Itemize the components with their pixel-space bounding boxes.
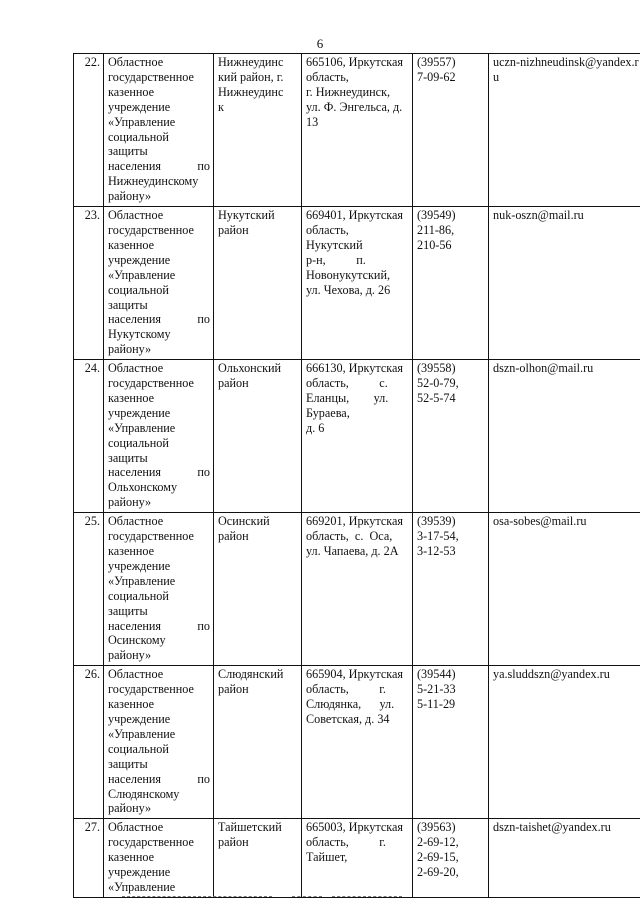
organization-name-line: Областное (108, 667, 164, 682)
phone-line: 7-09-62 (417, 69, 456, 84)
address-line: область, с. (306, 376, 388, 391)
organization-name (104, 819, 214, 898)
address-line: область, (306, 222, 349, 237)
address-line: область, с. Оса, (306, 529, 393, 544)
organization-name-word: по (197, 312, 210, 327)
organization-name-line: «Управление (108, 420, 176, 435)
organization-name-line: Областное (108, 55, 164, 69)
row-number: 26. (74, 666, 104, 819)
organization-name-word: по (197, 771, 210, 786)
email-text: osa-sobes@mail.ru (493, 514, 587, 529)
email-text: dszn-taishet@yandex.ru (493, 820, 611, 835)
district-line: к (218, 99, 224, 114)
organization-name-line: защиты (108, 450, 148, 465)
address-line: область, (306, 69, 349, 84)
district (214, 666, 302, 819)
address-line: ул. Чапаева, д. 2А (306, 544, 399, 558)
table-row (74, 666, 640, 819)
address (302, 819, 413, 898)
organization-name-line: «Управление (108, 573, 176, 588)
organization-name-word: по (197, 465, 210, 480)
organization-name-word: населения (108, 312, 162, 327)
organization-name-line: Областное (108, 361, 164, 376)
phone-line: 5-11-29 (417, 697, 456, 712)
district-line: Нижнеудинс (218, 55, 284, 69)
district-line: район (218, 835, 249, 850)
address (302, 513, 413, 666)
district-line: район (218, 529, 249, 544)
address-line: Еланцы, ул. (306, 390, 389, 405)
district-line: район (218, 682, 249, 697)
phone-line: 52-0-79, (417, 376, 459, 391)
district-line: район (218, 376, 249, 391)
page-number: 6 (316, 36, 324, 51)
row-number: 23. (74, 207, 104, 360)
address-line: 665106, Иркутская (306, 55, 404, 69)
organization-name-line: государственное (108, 835, 194, 850)
organization-name-line: Нукутскому (108, 327, 171, 342)
organization-name-line: учреждение (108, 558, 171, 573)
organization-name-line: району» (108, 495, 152, 510)
phone-line: (39549) (417, 208, 456, 223)
footer-rule (332, 896, 402, 897)
organization-name-line: защиты (108, 144, 148, 159)
district (214, 207, 302, 360)
district (214, 819, 302, 898)
district-line: Нижнеудинс (218, 84, 284, 99)
row-number: 24. (74, 360, 104, 513)
organization-name-line: району» (108, 189, 152, 204)
organization-name-word: населения (108, 465, 162, 480)
organization-name-line: казенное (108, 390, 155, 405)
district-line: район (218, 222, 249, 237)
organization-name-line: «Управление (108, 267, 176, 282)
address-line: 13 (306, 114, 319, 129)
organization-name-line: району» (108, 801, 152, 816)
organization-name-line: социальной (108, 741, 169, 756)
organization-name-line: «Управление (108, 879, 176, 894)
address-line: Новонукутский, (306, 267, 391, 282)
address-line: Нукутский (306, 237, 363, 252)
email-text: uczn-nizhneudinsk@yandex.ru (493, 55, 639, 84)
email (489, 360, 640, 513)
organization-name-word: населения (108, 159, 162, 174)
organization-name-line: социальной (108, 282, 169, 297)
organization-name-line: защиты (108, 603, 148, 618)
address-line: ул. Ф. Энгельса, д. (306, 99, 403, 114)
organization-name-line: учреждение (108, 711, 171, 726)
table-row (74, 54, 640, 207)
district-line: Осинский (218, 514, 270, 529)
address-line: Слюдянка, ул. (306, 697, 395, 712)
organization-name-line: социальной (108, 588, 169, 603)
district (214, 54, 302, 207)
phone-line: 210-56 (417, 237, 452, 252)
row-number: 25. (74, 513, 104, 666)
organization-name-line: казенное (108, 850, 155, 865)
organization-name-line: защиты (108, 756, 148, 771)
address-line: Советская, д. 34 (306, 711, 390, 726)
phone-line: 2-69-20, (417, 865, 459, 880)
organization-name-line: району» (108, 342, 152, 357)
organization-name-line: учреждение (108, 405, 171, 420)
row-number: 22. (74, 54, 104, 207)
address-line: область, г. (306, 835, 386, 850)
organization-name-line: учреждение (108, 99, 171, 114)
address (302, 54, 413, 207)
row-number: 27. (74, 819, 104, 898)
table-row (74, 819, 640, 898)
organization-name-line: казенное (108, 697, 155, 712)
district-line: Нукутский (218, 208, 275, 223)
organization-name-word: по (197, 159, 210, 174)
address-line: 665904, Иркутская (306, 667, 404, 682)
email (489, 819, 640, 898)
email (489, 513, 640, 666)
organization-name-word: населения (108, 771, 162, 786)
address-line: область, г. (306, 682, 386, 697)
email (489, 54, 640, 207)
email-text: dszn-olhon@mail.ru (493, 361, 594, 376)
address (302, 360, 413, 513)
address-line: 669201, Иркутская (306, 514, 404, 529)
table-row (74, 207, 640, 360)
organization-name-line: государственное (108, 529, 194, 544)
organization-name-line: району» (108, 648, 152, 663)
phone-line: 2-69-12, (417, 835, 459, 850)
phone (413, 207, 489, 360)
phone-line: 3-12-53 (417, 544, 456, 558)
organization-name (104, 207, 214, 360)
phone (413, 54, 489, 207)
district-line: Тайшетский (218, 820, 282, 835)
table-row (74, 360, 640, 513)
address-line: д. 6 (306, 420, 325, 435)
organization-name-line: Ольхонскому (108, 480, 178, 495)
organization-name-line: защиты (108, 297, 148, 312)
phone (413, 513, 489, 666)
organization-name-line: государственное (108, 69, 194, 84)
address-line: Бураева, (306, 405, 350, 420)
phone-line: 3-17-54, (417, 529, 459, 544)
organization-name (104, 666, 214, 819)
table-body (74, 54, 640, 898)
district-line: Ольхонский (218, 361, 282, 376)
phone-line: 5-21-33 (417, 682, 456, 697)
address-line: 665003, Иркутская (306, 820, 404, 835)
phone (413, 360, 489, 513)
phone-line: (39544) (417, 667, 456, 682)
address-line: р-н, п. (306, 252, 366, 267)
phone-line: (39557) (417, 55, 456, 69)
district-line: кий район, г. (218, 69, 284, 84)
phone-line: 52-5-74 (417, 390, 456, 405)
organization-name-line: государственное (108, 376, 194, 391)
table-row (74, 513, 640, 666)
organization-name-line: государственное (108, 222, 194, 237)
organization-name-line: «Управление (108, 726, 176, 741)
organization-name-line: Нижнеудинскому (108, 174, 199, 189)
organization-name-line (108, 312, 210, 327)
organization-name-line (108, 619, 210, 634)
district-line: Слюдянский (218, 667, 284, 682)
organization-name-line: Осинскому (108, 633, 166, 648)
footer-rule (292, 896, 322, 897)
address-line: Тайшет, (306, 850, 348, 865)
district (214, 360, 302, 513)
organization-name-line: казенное (108, 84, 155, 99)
phone-line: 2-69-15, (417, 850, 459, 865)
address-line: г. Нижнеудинск, (306, 84, 391, 99)
email-text: ya.sluddszn@yandex.ru (493, 667, 610, 682)
address (302, 666, 413, 819)
phone (413, 666, 489, 819)
organization-name (104, 513, 214, 666)
organization-name-line: социальной (108, 435, 169, 450)
email-text: nuk-oszn@mail.ru (493, 208, 584, 223)
phone-line: 211-86, (417, 222, 455, 237)
footer-rule (122, 896, 272, 897)
phone-line: (39539) (417, 514, 456, 529)
organization-name (104, 360, 214, 513)
organization-name-line (108, 772, 210, 787)
organization-name-line: Областное (108, 820, 164, 835)
organization-name-word: населения (108, 618, 162, 633)
organization-name-line (108, 159, 210, 174)
phone (413, 819, 489, 898)
address (302, 207, 413, 360)
email (489, 666, 640, 819)
organization-name-line: Областное (108, 208, 164, 223)
organization-name-line: Слюдянскому (108, 786, 180, 801)
organization-name (104, 54, 214, 207)
address-line: ул. Чехова, д. 26 (306, 282, 391, 297)
organization-name-line: казенное (108, 544, 155, 558)
address-line: 666130, Иркутская (306, 361, 404, 376)
organization-name-line: казенное (108, 237, 155, 252)
district (214, 513, 302, 666)
organization-name-line: Областное (108, 514, 164, 529)
organization-name-line: социальной (108, 129, 169, 144)
organization-name-line: «Управление (108, 114, 176, 129)
email (489, 207, 640, 360)
organization-name-line: учреждение (108, 252, 171, 267)
address-line: 669401, Иркутская (306, 208, 404, 223)
organizations-table (73, 53, 640, 898)
organization-name-line (108, 465, 210, 480)
phone-line: (39563) (417, 820, 456, 835)
organization-name-line: учреждение (108, 865, 171, 880)
phone-line: (39558) (417, 361, 456, 376)
organization-name-word: по (197, 618, 210, 633)
organization-name-line: государственное (108, 682, 194, 697)
